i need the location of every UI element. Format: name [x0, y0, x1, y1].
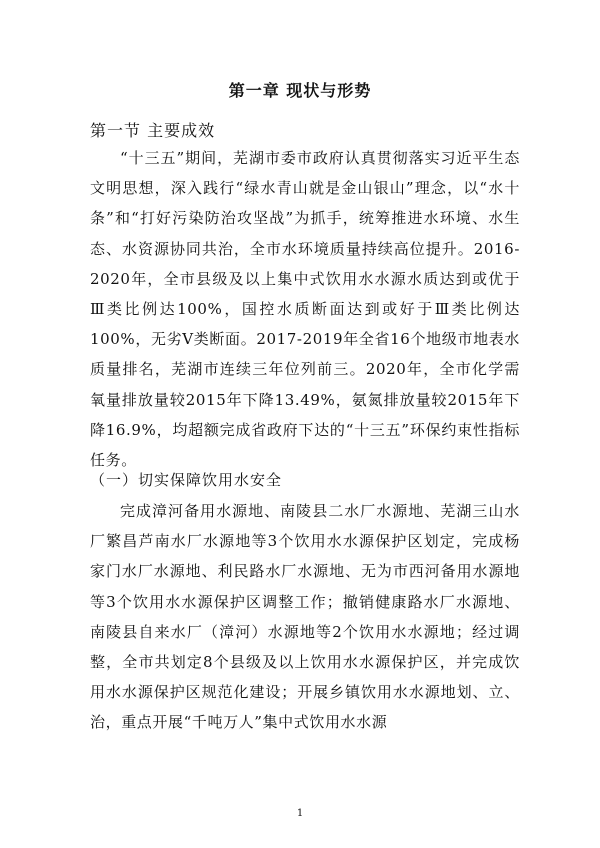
- section-title: 第一节 主要成效: [90, 121, 216, 140]
- paragraph-achievements: “十三五”期间，芜湖市委市政府认真贯彻落实习近平生态文明思想，深入践行“绿水青山就是金山银山”理念，以“水十条”和“打好污染防治攻坚战”为抓手，统筹推进水环境、水生态、水资源协同共治，全市水环境质量持续高位提升。2016-2020年，全市县级及以上集中式饮用水水源水质达到或优于Ⅲ类比例达100%，国控水质断面达到或好于Ⅲ类比例达100%，无劣Ⅴ类断面。2017-2019年全省16个地级市地表水质量排名，芜湖市连续三年位列前三。2020年，全市化学需氧量排放量较2015年下降13.49%，氨氮排放量较2015年下降16.9%，均超额完成省政府下达的“十三五”环保约束性指标任务。: [90, 149, 520, 470]
- page-number: 1: [296, 808, 304, 819]
- subsection-title: （一）切实保障饮用水安全: [90, 471, 283, 489]
- chapter-title: 第一章 现状与形势: [228, 81, 372, 100]
- paragraph-drinking-water: 完成漳河备用水源地、南陵县二水厂水源地、芜湖三山水厂繁昌芦南水厂水源地等3个饮用水水源保护区划定，完成杨家门水厂水源地、利民路水厂水源地、无为市西河备用水源地等3个饮用水水源保护区调整工作；撤销健康路水厂水源地、南陵县自来水厂（漳河）水源地等2个饮用水水源地；经过调整，全市共划定8个县级及以上饮用水水源保护区，并完成饮用水水源保护区规范化建设；开展乡镇饮用水水源地划、立、治，重点开展“千吨万人”集中式饮用水水源: [90, 502, 520, 732]
